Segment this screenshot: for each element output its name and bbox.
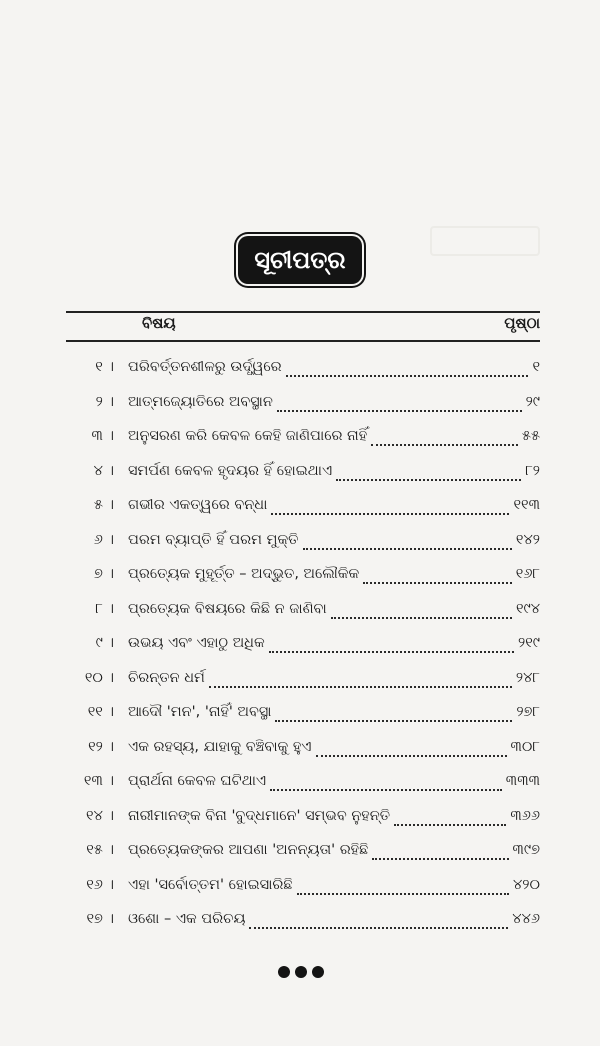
entry-page: ୨୪୮: [515, 669, 540, 686]
dot-leader: [316, 743, 507, 757]
dot-leader: [269, 639, 514, 653]
toc-entry[interactable]: [66, 833, 540, 868]
toc-entry[interactable]: [66, 385, 540, 420]
dot-leader: [297, 881, 509, 895]
dot-leader: [277, 398, 522, 412]
ornament-dots: [278, 966, 324, 978]
entry-title: ପ୍ରତ୍ୟେକ ମୁହୂର୍ତ୍ତ – ଅଦ୍ଭୁତ, ଅଲୌକିକ: [128, 566, 360, 583]
toc-entry[interactable]: [66, 661, 540, 696]
dot-icon: [312, 966, 324, 978]
entry-page: ୪୨୦: [512, 876, 540, 893]
toc-entry[interactable]: [66, 902, 540, 937]
entry-number: ୧୩ ।: [83, 773, 114, 790]
entry-page: ୫୫: [521, 428, 540, 445]
entry-title: ପରିବର୍ତ୍ତନଶୀଳରୁ ଉର୍ଦ୍ଧ୍ୱରେ: [128, 359, 282, 376]
dot-leader: [249, 915, 508, 929]
entry-title: ଗଭୀର ଏକତ୍ୱରେ ବନ୍ଧା: [128, 497, 268, 514]
entry-page: ୧: [532, 359, 540, 376]
entry-page: ୧୧୩: [513, 497, 540, 514]
subject-column-label: ବିଷୟ: [142, 314, 176, 332]
toc-entry[interactable]: [66, 419, 540, 454]
entry-title: ପରମ ବ୍ୟାପ୍ତି ହିଁ ପରମ ମୁକ୍ତି: [128, 531, 299, 548]
entry-number: ୬ ।: [93, 531, 114, 548]
entry-title: ପ୍ରାର୍ଥନା କେବଳ ଘଟିଥାଏ: [128, 773, 267, 790]
entry-page: ୩୯୭: [512, 842, 540, 859]
toc-entry[interactable]: [66, 488, 540, 523]
entry-number: ୩ ।: [91, 428, 114, 445]
dot-leader: [286, 363, 529, 377]
column-header: [66, 312, 540, 336]
entry-page: ୨୧୯: [518, 635, 540, 652]
entry-title: ପ୍ରତ୍ୟେକ ବିଷୟରେ କିଛି ନ ଜାଣିବା: [128, 600, 327, 617]
entry-number: ୧୦ ।: [84, 669, 114, 686]
toc-entry[interactable]: [66, 695, 540, 730]
dot-leader: [270, 777, 502, 791]
entry-title: ଚିରନ୍ତନ ଧର୍ମ: [128, 669, 205, 686]
entry-title: ପ୍ରତ୍ୟେକଙ୍କର ଆପଣା 'ଅନନ୍ୟତା' ରହିଛି: [128, 842, 369, 859]
page-column-label: ପୃଷ୍ଠା: [504, 314, 540, 332]
header-rule: [66, 340, 540, 342]
toc-entry[interactable]: [66, 557, 540, 592]
entry-page: ୩୬୬: [510, 807, 540, 824]
entry-title: ଏକ ରହସ୍ୟ, ଯାହାକୁ ବଞ୍ଚିବାକୁ ହୁଏ: [128, 738, 312, 755]
entry-page: ୪୪୬: [512, 911, 540, 928]
dot-leader: [363, 570, 512, 584]
entry-number: ୧୪ ।: [86, 807, 114, 824]
entry-page: ୧୪୨: [515, 531, 540, 548]
dot-leader: [275, 708, 512, 722]
entry-page: ୧୬୮: [515, 566, 540, 583]
toc-entry[interactable]: [66, 799, 540, 834]
dot-icon: [295, 966, 307, 978]
entry-title: ଉଭୟ ଏବଂ ଏହାଠୁ ଅଧିକ: [128, 635, 265, 652]
table-of-contents: [66, 350, 540, 937]
entry-page: ୨୯: [525, 393, 540, 410]
dot-leader: [371, 432, 518, 446]
dot-leader: [271, 501, 509, 515]
entry-number: ୧୧ ।: [87, 704, 114, 721]
entry-title: ଆଦୌ 'ମନ', 'ନାହିଁ' ଅବସ୍ଥା: [128, 704, 272, 721]
entry-page: ୩୦୮: [510, 738, 540, 755]
entry-number: ୧୨ ।: [88, 738, 114, 755]
entry-title: ଆତ୍ମଜ୍ୟୋତିରେ ଅବସ୍ଥାନ: [128, 393, 273, 410]
entry-number: ୧ ।: [95, 359, 114, 376]
entry-page: ୮୨: [525, 462, 540, 479]
toc-entry[interactable]: [66, 626, 540, 661]
toc-entry[interactable]: [66, 350, 540, 385]
entry-number: ୯ ।: [95, 635, 114, 652]
entry-number: ୪ ।: [93, 462, 114, 479]
entry-title: ନାରୀମାନଙ୍କ ବିନା 'ବୁଦ୍ଧମାନେ' ସମ୍ଭବ ନୁହନ୍ତି: [128, 807, 391, 824]
faint-bleed-through-box: [430, 226, 540, 256]
toc-entry[interactable]: [66, 868, 540, 903]
entry-number: ୧୫ ।: [86, 842, 114, 859]
dot-leader: [336, 467, 521, 481]
toc-entry[interactable]: [66, 730, 540, 765]
entry-page: ୩୩୩: [505, 773, 540, 790]
entry-page: ୨୭୮: [516, 704, 540, 721]
entry-number: ୮ ।: [95, 600, 114, 617]
entry-number: ୨ ।: [95, 393, 114, 410]
entry-title: ଅନୁସରଣ କରି କେବଳ କେହି ଜାଣିପାରେ ନାହିଁ: [128, 428, 368, 445]
entry-title: ଏହା 'ସର୍ବୋତ୍ତମ' ହୋଇସାରିଛି: [128, 876, 293, 893]
entry-title: ସମର୍ପଣ କେବଳ ହୃଦୟର ହିଁ ହୋଇଥାଏ: [128, 462, 333, 479]
entry-number: ୧୭ ।: [86, 911, 114, 928]
toc-entry[interactable]: [66, 764, 540, 799]
entry-number: ୭ ।: [93, 566, 114, 583]
toc-entry[interactable]: [66, 592, 540, 627]
dot-icon: [278, 966, 290, 978]
dot-leader: [209, 674, 512, 688]
page-title: ସୂଚୀପତ୍ର: [238, 236, 362, 284]
entry-page: ୧୯୪: [515, 600, 540, 617]
dot-leader: [331, 605, 512, 619]
dot-leader: [303, 536, 512, 550]
entry-number: ୫ ।: [93, 497, 114, 514]
toc-entry[interactable]: [66, 523, 540, 558]
dot-leader: [394, 812, 506, 826]
toc-entry[interactable]: [66, 454, 540, 489]
entry-number: ୧୬ ।: [86, 876, 114, 893]
dot-leader: [372, 846, 508, 860]
entry-title: ଓଶୋ – ଏକ ପରିଚୟ: [128, 911, 246, 928]
